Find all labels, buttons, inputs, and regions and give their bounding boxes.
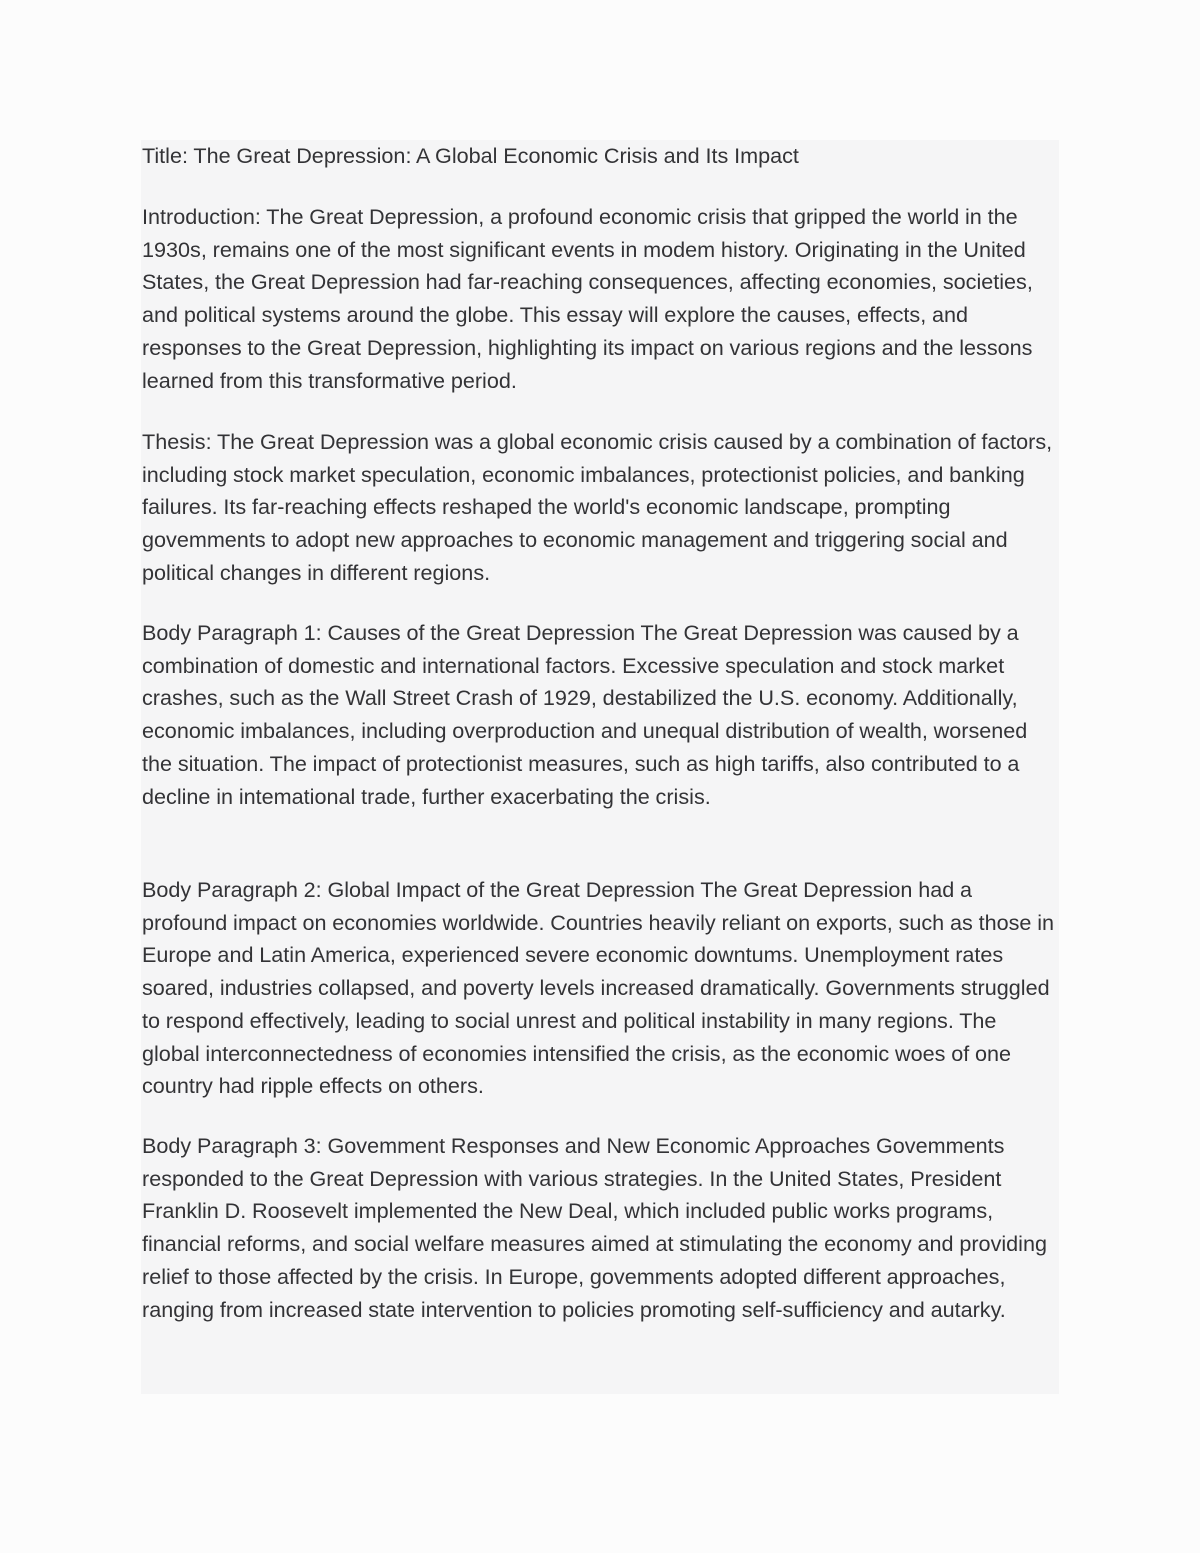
body-paragraph-1: Body Paragraph 1: Causes of the Great Depression The Great Depression was caused by a combination of domestic and international factors. Excessive speculation and stock market crashes, such as the Wall Street Crash of 1929, destabilized the U.S. economy. Additionally, economic imbalances, including overproduction and unequal distribution of wealth, worsened the situation. The impact of protectionist measures, such as high tariffs, also contributed to a decline in intemational trade, further exacerbating the crisis. [142, 620, 1028, 809]
introduction-paragraph: Introduction: The Great Depression, a profound economic crisis that gripped the world in the 1930s, remains one of the most significant events in modem history. Originating in the United States, the Great Depression had far-reaching consequences, affecting economies, societies, and political systems around the globe. This essay will explore the causes, effects, and responses to the Great Depression, highlighting its impact on various regions and the lessons learned from this transformative period. [142, 204, 1033, 393]
thesis-paragraph: Thesis: The Great Depression was a global economic crisis caused by a combination of factors, including stock market speculation, economic imbalances, protectionist policies, and banking failures. Its far-reaching effects reshaped the world's economic landscape, prompting govemments to adopt new approaches to economic management and triggering social and political changes in different regions. [142, 429, 1053, 585]
essay-text-block [141, 140, 1059, 1394]
essay-title: Title: The Great Depression: A Global Economic Crisis and Its Impact [142, 143, 799, 168]
body-paragraph-2: Body Paragraph 2: Global Impact of the Great Depression The Great Depression had a profound impact on economies worldwide. Countries heavily reliant on exports, such as those in Europe and Latin America, experienced severe economic downtums. Unemployment rates soared, industries collapsed, and poverty levels increased dramatically. Governments struggled to respond effectively, leading to social unrest and political instability in many regions. The global interconnectedness of economies intensified the crisis, as the economic woes of one country had ripple effects on others. [142, 877, 1055, 1099]
body-paragraph-3: Body Paragraph 3: Govemment Responses and New Economic Approaches Govemments responded to the Great Depression with various strategies. In the United States, President Franklin D. Roosevelt implemented the New Deal, which included public works programs, financial reforms, and social welfare measures aimed at stimulating the economy and providing relief to those affected by the crisis. In Europe, govemments adopted different approaches, ranging from increased state intervention to policies promoting self-sufficiency and autarky. [142, 1133, 1047, 1322]
